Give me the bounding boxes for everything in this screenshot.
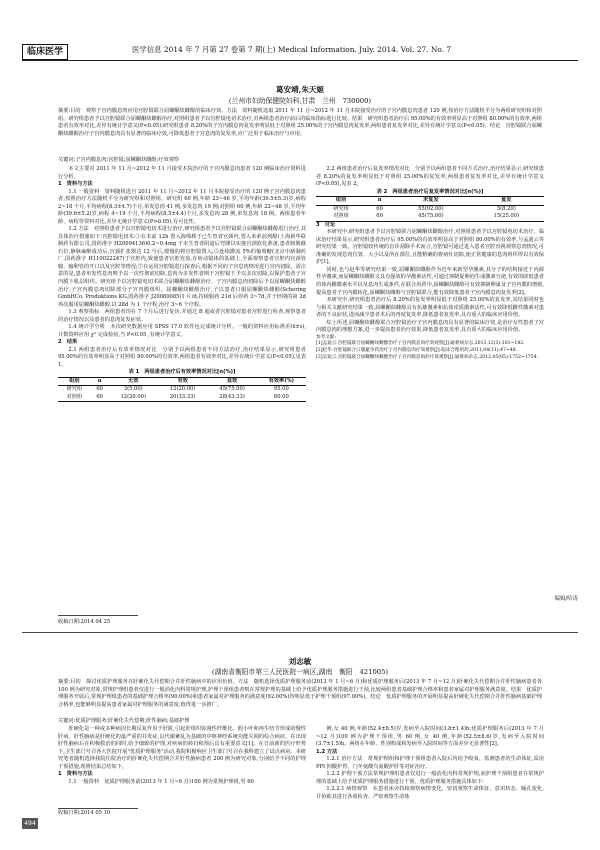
article1-affiliation: (兰州市妇幼保健院妇科,甘肃 兰州 730000) (228, 97, 372, 105)
table-cell: 28(43.33) (207, 394, 256, 402)
article2-paragraph: 例,女 40 例,年龄(52.4±8.5)岁,发病至入院时间(3.8±1.4)h;优质护理服务后(2013 年 7 月~12 月)100 例为护理干预组,男 60 例,女 40 例,年龄(52.5±8.6)岁,发病至入院时间(3.7±1.5)h。两组在年龄、性别构成和发病至入院时间等方面差异无显著性[2]。 (316, 726, 544, 748)
paragraph-1-1: 1.1 一般资料 资料随机选自 2011 年 11 月~2012 年 11 月本院接受治疗的 120 例子宫内膜息肉患者,按照治疗方法随机平分为研究组和对照组。研究组 60 例,年龄 23~46 岁,平均年龄(39.5±5.3)岁,病程 2~18 个月,平均病程(8.3±4.7)个月,单发息肉 41 例,多发息肉 19 例;对照组 60 例,年龄 22~48 岁,平均年龄(39.6±5.2)岁,病程 4~19 个月,平均病程(8.5±4.4)个月,多发息肉 28 例,单发息肉 18 例。两组患者年龄、病程等资料对比,差异无统计学意义(P>0.05),有可比性。 (58, 188, 306, 225)
article1-received: 收稿日期:2014 04 25 (58, 619, 111, 625)
table-cell: 12(20.00) (109, 394, 158, 402)
table-row (316, 205, 544, 213)
article2-abstract: 摘要:目的 探讨优质护理服务在肝硬化失代偿期合并肝性脑病中的应用价值。方法 随机选择优质护理服务前(2013 年 1 月~6 月)和优质护理服务后(2013 年 7 月~12 月)肝硬化失代偿期合并肝性脑病患者各 100 例为研究对象,常规护理组患者仅进行一般消化内科常规护理,护理干预组患者则在常规护理的基础上给予优质护理服务措施进行干预,比较两组患者基础护理合格率和患者家属对护理服务满意度。结果 优质护理服务开展后,常规护理组患者的基础护理合格率(90.00%)和患者家属对护理服务的满意度(92.00%)均明显低于护理干预组(97.00%)。结论 优质护理服务的开展明显提高肝硬化失代偿期合并肝性脑病基础护理合格率,也能够明显提高患者家属对护理服务的满意度,值得进一步推广。 (58, 679, 542, 708)
page-number: 494 (22, 818, 38, 829)
article1-authors: 葛安靖,朱天姬 (275, 85, 325, 94)
table1-header: 有效率(%) (257, 377, 306, 386)
table-cell: 研究组 (66, 386, 83, 393)
article2-intro: 肝硬化是一种或多种病因长期反复作用于肝脏,引起肝组织弥漫性纤维化、假小叶和再生结节形成的慢性肝病。肝性脑病是肝硬化的最严重的并发症,以代谢紊乱为基础的中枢神经系统功能失调的综合病症。在出现肝性脑病后在积极救治的同时,给予细致的护理,对疾病的转归和预后具有重要意义[1]。在日前新的医疗形势下,卫生部门号召各大医院开展"优质护理服务"活动,我院积极响应卫生部门号召在我科建立了试点病房。本研究笔者随机选择我院住院治疗的肝硬化失代偿期合并肝性脑病患者 200 例为研究对象,分别给予不同的护理干预措施,现将结果总结如下。 (58, 726, 306, 770)
article2-paragraph-1-1: 1.1 一般资料 优质护理服务前(2013 年 1 月~6 月)100 例为常规护理组,男 60 (68, 778, 254, 785)
table-cell: 3(5.00) (123, 386, 143, 393)
table-cell: 60 (366, 213, 393, 221)
article2-keywords: 关键词:优质护理服务;肝硬化失代偿期;肝性脑病;基础护理 (58, 718, 190, 724)
table1-caption: 表 1 两组患者治疗后有效率情况对比[n(%)] (128, 369, 236, 376)
table-cell: 95.00 (273, 386, 289, 393)
article2-paragraph: 1.2.2.1 病情观察 在患者床旁持续观察病情变化、密切观察生命体征、意识状态、瞳孔变化,并协助其进行各项检查、严密观察生命体 (316, 786, 544, 800)
heading-discussion: 3 讨论 (316, 221, 336, 228)
paragraph-1-2: 1.2 方法 对照组患者予以宫腔镜电切术进行治疗,研究组患者予以宫腔镜联合屈螺酮炔雌醇进行治疗,其具体治疗措施如下:宫腔镜电切术:①在术前 12h 置入海绵棒于已生育者宫颈内,置入米索前列醇(上海新华联制药有限公司,国药准字 H20094136)0.2~0.4mg 于未生育者阴道后穹隆以实施宫颈软化准备,患者膀胱截石位,静脉麻醉成功后,宫颈扩张器达 12 号后,缓慢的将宫腔镜置入;⑤连续灌流 5%的葡萄糖(北京中新制药厂,国药准字 H110022247)于宫腔内,致使患者宫腔充盈,在转动镜体的基础上,全面观察患者宫腔内宫颈管腺、输卵管的开口以及宫腔等情况;⑦在运用宫腔镜进行探查后,根据不同的子宫息肉情况进行宫内切除。需注意的是,患者单发性息肉则予以一次性彻底切除,息肉为多发性者则于宫腔镜下予以多次切除,以保护患者子宫内膜下肌层组织。研究组予以宫腔镜电切术联合屈螺酮炔雌醇治疗。子宫内膜息肉切除后予以屈螺酮炔雌醇治疗,子宫内膜息肉切除部分子宫内膜组织。屈螺酮炔雌醇治疗,子以患者口服屈螺酮炔雌醇(Schering GmbHCo. Produktions KG,国药准字 J20080085)1 片/d,持续服药 21d 后停药 3~7d,并于经期的第 2d 再次服用屈螺酮炔雌醇,以 28d 为 1 个疗程,治疗 3~6 个疗程。 (58, 226, 306, 308)
table1 (58, 377, 306, 403)
reference-item: [1]孟迪云.宫腔镜联合屈螺酮炔雌醇治疗子宫内膜息肉疗效观察[J].疑难病杂志,2013,12(3):181~182. (316, 341, 525, 347)
reference-item: [3]吴迪云.宫腔镜联合屈螺酮炔雌醇治疗子宫内膜息肉的疗效观察[J].疑难病杂志,2012,05(05):1752~1754. (316, 354, 538, 360)
table-cell: 对照组 (316, 213, 366, 221)
discussion-paragraph: 综上所述,屈螺酮炔雌醇联合宫腔镜治疗子宫内膜息肉具有显著的临床疗效,是治疗女性患者子宫内膜息肉的理想方案,进一步提高患者治疗效果,降低患者复发率,具有重大的临床应用价值。 (316, 319, 544, 334)
table1-header: n (91, 377, 109, 386)
table2-header: 组别 (316, 197, 366, 206)
article1-right-column (316, 166, 544, 361)
discussion-paragraph: 本研究中,研究组患者治疗后 8.20%的复发率明显低于对照组 25.00%的复发率,其结果同时也与相关文献研究结果一致,屈螺酮炔雌醇具有抗雄激素和抗盐皮质激素活性,可有效降低雌性激素对患者的不良症状,进而减少患者术后的再度复发率,降低患者复发率,具有重大的临床应用价值。 (316, 297, 544, 319)
paragraph-1-3: 1.3 观察指标 两组患者均在 7 个月后进行复诊,并通过 B 超或者宫腔镜对患者宫腔进行检查,观察患者的治疗情况以及患者的息肉复发症状。 (58, 309, 306, 323)
article2-received: 收稿日期:2014 05 10 (58, 810, 111, 816)
received-rule-2 (58, 808, 138, 809)
discussion-paragraph: 本研究中,研究组患者予以宫腔镜联合屈螺酮炔雌醇治疗,对照组患者予以宫腔镜电切术治疗。临床治疗结果显示,研究组患者治疗后 95.00%的有效率明显高于对照组 80.00%的有效率,与孟迪云等研究结果一致。宫腔镜较传统的盲诊刮除手术而言,宫腔镜可通过进入患者宫腔直视观察息肉情况,可准确的发现息肉位置、大小以及所在部位,且能精确的将病灶切除,使正常健康的息肉组织得以有效保护[1]。 (316, 229, 544, 266)
heading-results: 2 结果 (58, 339, 78, 346)
table-row (58, 386, 306, 394)
table1-header: 组别 (58, 377, 91, 386)
table-cell: 5(8.20) (496, 205, 516, 212)
table-cell: 45(75.00) (219, 386, 245, 393)
references (316, 335, 544, 362)
article2-heading-methods: 1.2 方法 (316, 748, 338, 755)
received-rule (58, 615, 138, 616)
table2-caption: 表 2 两组患者治疗后复发率情况对比[n(%)] (376, 188, 484, 195)
section-label: 临床医学 (22, 44, 68, 60)
article1-abstract: 摘要:目的 观察子宫内膜息肉应用宫腔镜联合屈螺酮炔雌醇的临床疗效。方法 资料随机选取 2011 年 11 月~2012 年 11 月本院接受治疗的子宫内膜息肉患者 120 例,按治疗方法随机平分为两组研究组和对照组。研究组患者予以宫腔镜联合屈螺酮炔雌醇治疗,对照组患者予以宫腔镜电切术治疗,对两组患者治疗前后的临床指标进行比较。结果 研究组患者治疗后 95.00%的有效率明显高于对照组 80.00%的有效率,两组患者有效率对比,差异有统计学意义(P<0.05);研究组患者 8.20%的子宫内膜息肉复发率明显低于对照组 25.00%的子宫内膜息肉复发率,两组患者复发率对比,差异有统计学意义(P<0.05)。结论 宫腔镜联合屈螺酮炔雌醇治疗子宫内膜息肉具有显著的临床疗效,可降低患者子宫息肉的复发率,应广泛用于临床治疗与应用。 (58, 108, 542, 137)
reference-item: [2]赵华.宫腔镜联合口服避孕药治疗子宫内膜息肉疗效观察[J].临床合理用药,2011,04(11):47~48. (316, 348, 518, 353)
article2-left-column (58, 726, 306, 786)
paragraph-2-2: 2.2 两组患者治疗后复发率情况对比 分别予以两组患者不同方式治疗,治疗结果显示,研究组患者 8.20%的复发率明显低于对照组 25.00%的复发率,两组患者复发率对比,差异有统计学意义(P<0.05),见表 2。 (316, 166, 544, 188)
article1-keywords: 关键词:子宫内膜息肉;宫腔镜;屈螺酮炔雌醇;疗效观察 (58, 157, 180, 163)
table-cell: 研究组 (333, 205, 349, 212)
article2-paragraph: 1.2.2 护理干预方法常规护理组患者仅进行一般消化内科常规护理,而护理干预组患者在常规护理的基础上给予优质护理服务措施进行干预。优质护理服务措施具体如下: (316, 771, 544, 785)
table-cell: 45(75.00) (393, 213, 468, 221)
table-cell: 55(92.00) (418, 205, 444, 212)
article2-affiliation: (湖南省衡阳市第三人民医院一病区,湖南 衡阳 421005) (211, 668, 389, 676)
discussion-paragraph: 同时,也与赵华等研究结果一致,屈螺酮炔雌醇作为近年来新型孕激素,具分子的结构接近于内源性孕激素,而屈螺酮炔雌醇又具有强效的孕激素活性,可通过抑制促卵泡生成激素分泌,有效的降低患者的体内雌激素水平以及息肉生成条件,在联合用药中,屈螺酮炔雌醇可有效抑制卵巢及子宫内膜的增殖,提高患者子宫内膜转化,屈螺酮炔雌醇与宫腔镜联合,能有效降低患者子宫内膜息肉复发率[2]。 (316, 266, 545, 296)
editor-credit: 编辑/哈涛 (554, 596, 578, 602)
table-cell: 15(25.00) (469, 213, 544, 221)
table2 (316, 196, 544, 222)
table-cell: 60 (96, 386, 103, 393)
table-cell: 12(20.00) (169, 386, 196, 393)
table1-header: 有效 (158, 377, 207, 386)
table-row (58, 394, 306, 402)
table2-header: n (366, 197, 393, 206)
paragraph-1-4: 1.4 统计学分析 本次研究数据应用 SPSS 17.0 软件包完成统计分析。一般的资料应用标准差(x̄±s),计数资料应用 χ² 完成检验,当 P<0.05 ,有统计学意义。 (58, 324, 306, 338)
article1-left-column (58, 166, 306, 402)
table-cell: 60 (376, 205, 383, 212)
intro-paragraph: 本文主要对 2011 年 11 月~2012 年 11 月接受本院治疗的子宫内膜息肉患者 120 例临床治疗资料进行分析。 (58, 166, 306, 180)
table-cell: 60 (91, 394, 109, 402)
article2-right-column (316, 726, 544, 801)
table-cell: 20(33.33) (158, 394, 207, 402)
table-row (316, 213, 544, 221)
table2-header: 复发 (469, 197, 544, 206)
table-cell: 80.00 (257, 394, 306, 402)
table1-header: 无效 (109, 377, 158, 386)
references-title: 参考文献: (316, 334, 336, 340)
heading-materials: 1 资料与方法 (58, 181, 93, 188)
table2-header: 未复发 (393, 197, 468, 206)
article2-heading-materials: 1 资料与方法 (58, 771, 93, 778)
article2-authors: 刘志敏 (288, 657, 312, 666)
article-divider (22, 632, 578, 633)
article2-paragraph: 1.2.1 治疗方法 常规护理组和护理干预组患者入院后均给予吸氧、监测患者的生命体征,采用 PPI 抑酸护胃、门冬氨酸鸟氨酸护肝等对症治疗。 (316, 756, 544, 770)
page-header (22, 44, 578, 61)
paragraph-2-1: 2.1 两组患者治疗后有效率情况对比 分别予以两组患者不同方法治疗,治疗结果显示,研究组患者 95.00%的有效率明显高于对照组 80.00%的有效率,两组患者有效率对比,差异有统计学意义(P<0.05),见表 1。 (58, 346, 306, 368)
table-cell: 对照组 (58, 394, 91, 402)
running-title: 医学信息 2014 年 7 月第 27 卷第 7 期(上) Medical Information. July. 2014. Vol. 27. No. 7 (132, 45, 452, 54)
table1-header: 显效 (207, 377, 256, 386)
